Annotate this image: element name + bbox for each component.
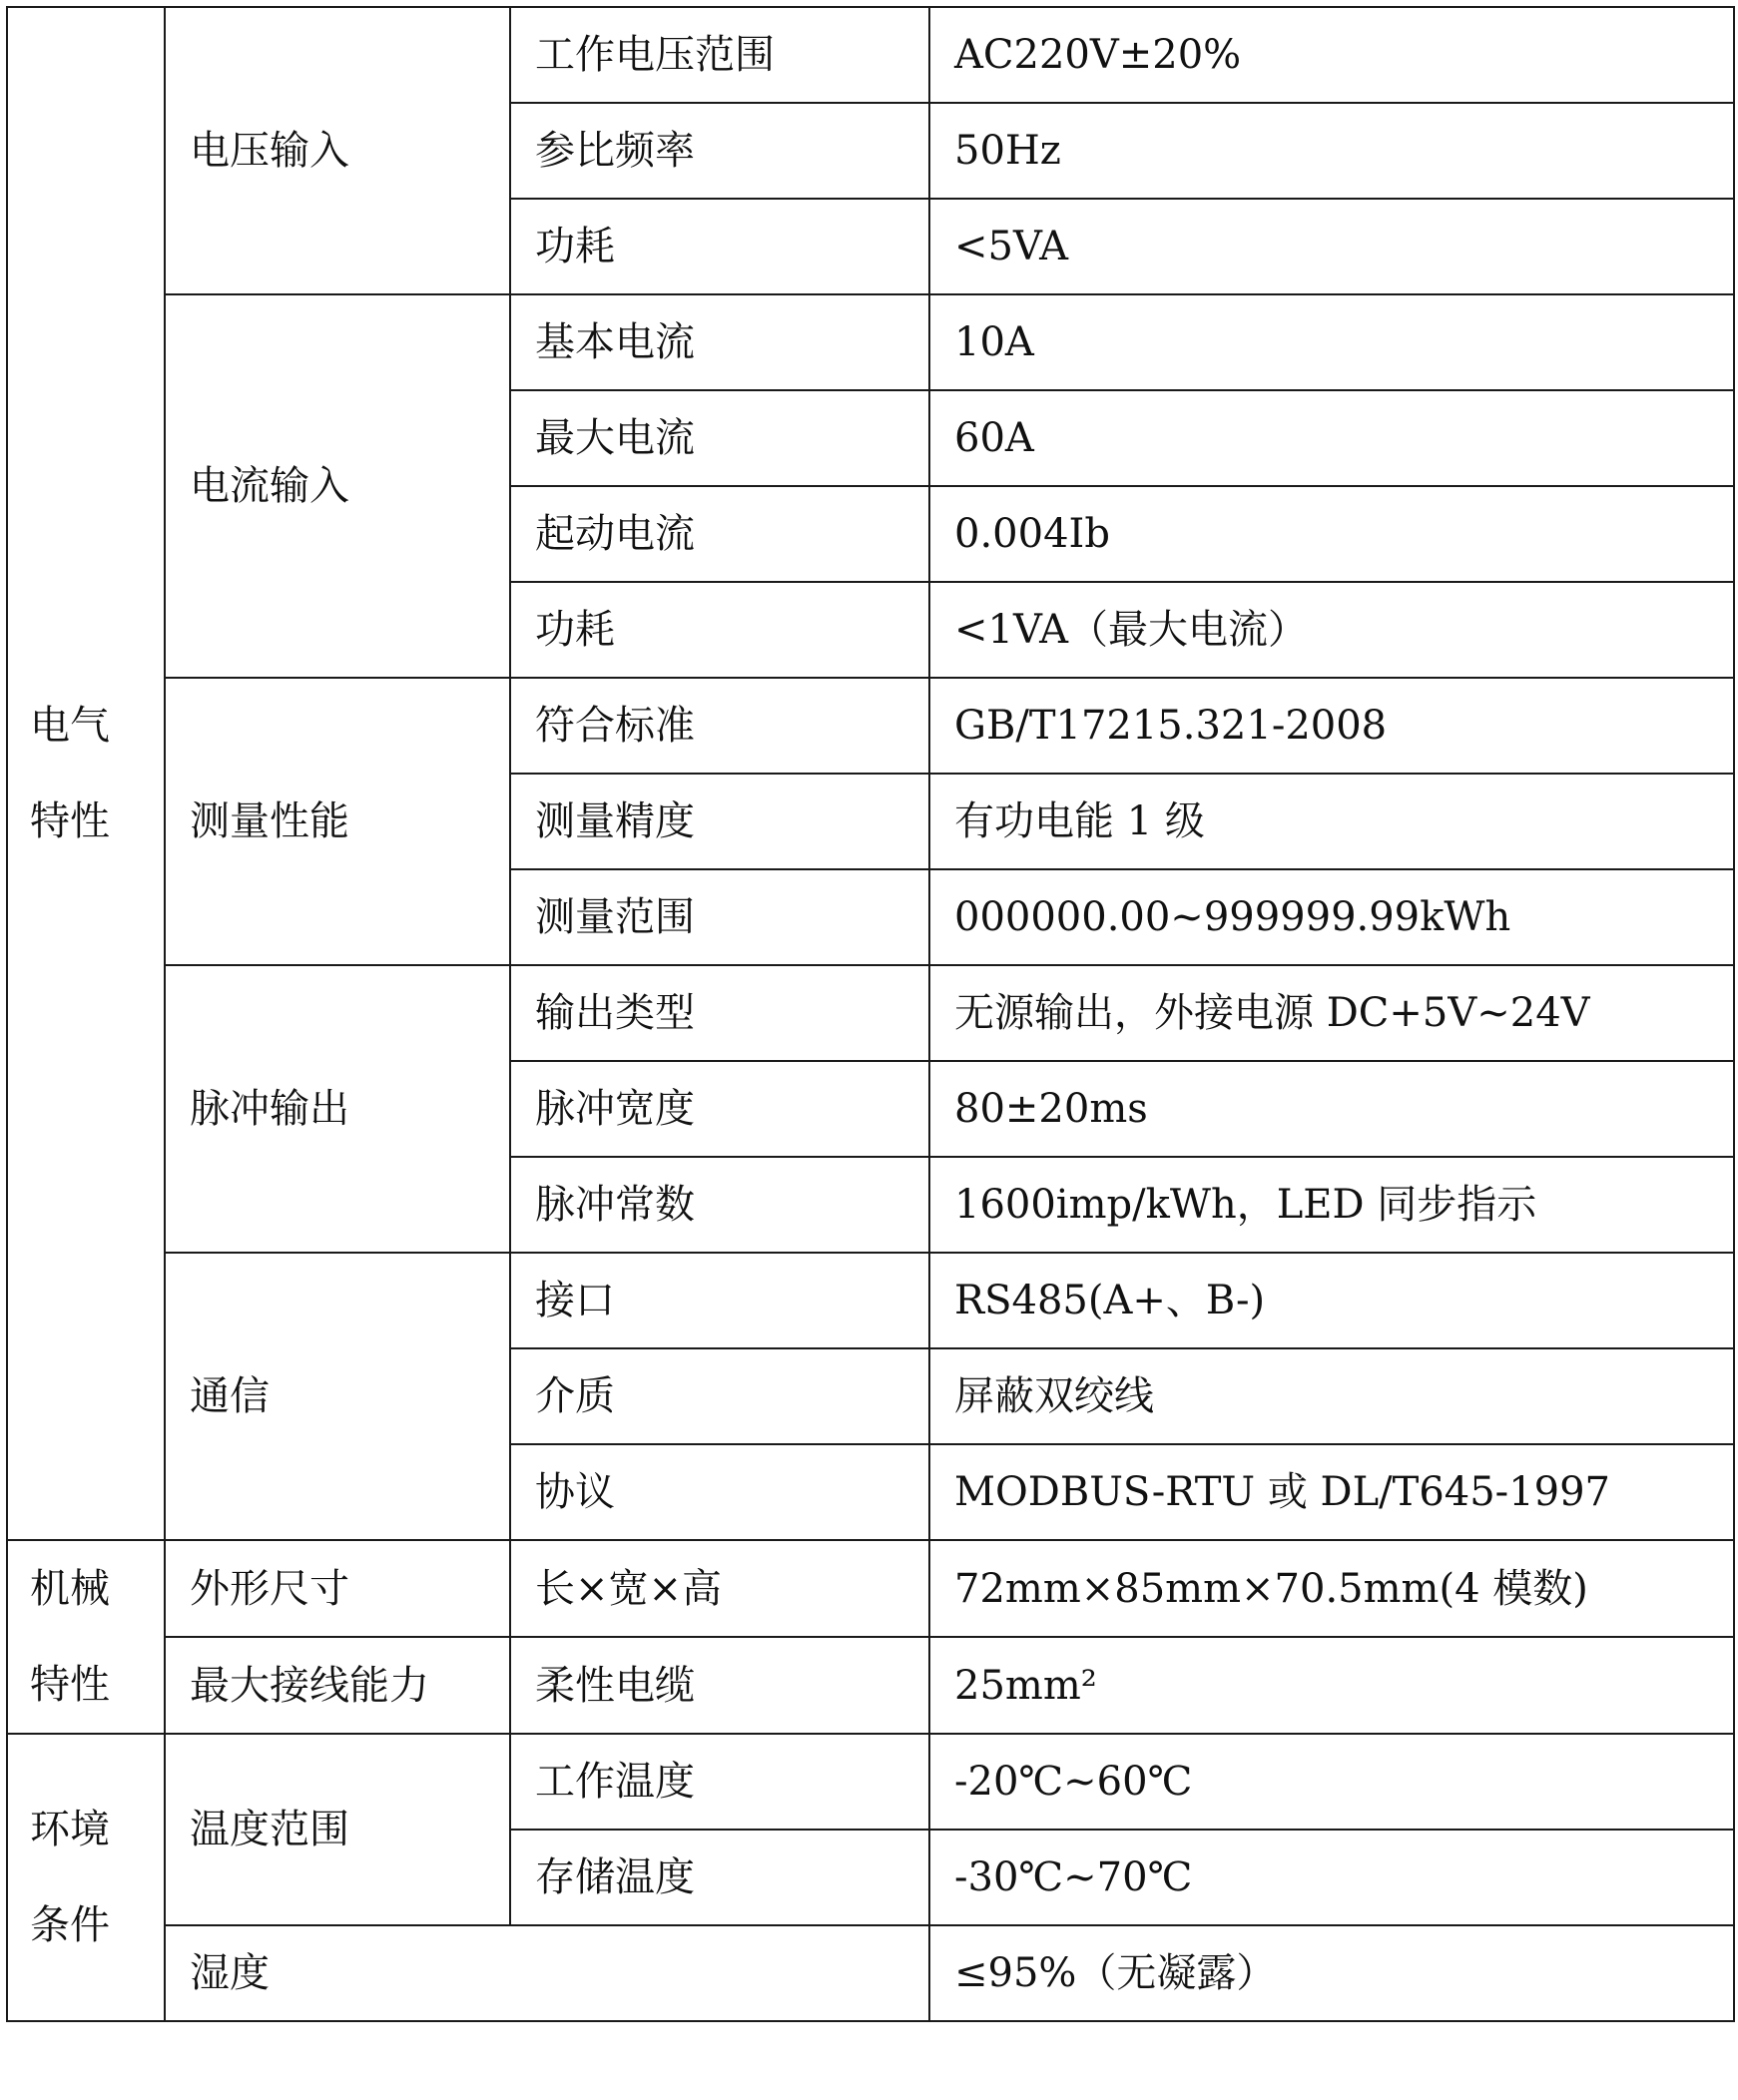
group-cell: 最大接线能力 [165,1637,510,1734]
item-cell: 起动电流 [510,486,929,582]
value-cell: 1600imp/kWh，LED 同步指示 [929,1157,1734,1253]
group-cell [165,1734,510,1925]
item-cell: 脉冲常数 [510,1157,929,1253]
category-label: 电气特性 [30,703,110,844]
category-label: 环境条件 [30,1807,110,1948]
category-cell [7,1734,165,2021]
group-label: 电流输入 [190,463,349,509]
item-cell: 工作温度 [510,1734,929,1830]
value-cell: 72mm×85mm×70.5mm(4 模数) [929,1540,1734,1637]
value-cell: <1VA（最大电流） [929,582,1734,678]
table-row [7,1253,1734,1348]
value-cell: -20℃~60℃ [929,1734,1734,1830]
value-cell: MODBUS-RTU 或 DL/T645-1997 [929,1444,1734,1540]
group-cell [165,7,510,294]
group-label: 通信 [190,1373,270,1419]
item-cell: 符合标准 [510,678,929,774]
item-cell: 功耗 [510,199,929,294]
value-cell: 000000.00~999999.99kWh [929,869,1734,965]
value-cell: 25mm² [929,1637,1734,1734]
group-cell [165,1253,510,1540]
item-cell: 柔性电缆 [510,1637,929,1734]
value-cell: GB/T17215.321-2008 [929,678,1734,774]
table-row [7,7,1734,103]
group-label: 温度范围 [190,1807,349,1852]
value-cell: 无源输出，外接电源 DC+5V~24V [929,965,1734,1061]
value-cell: 10A [929,294,1734,390]
value-cell: ≤95%（无凝露） [929,1925,1734,2021]
table-row [7,965,1734,1061]
item-cell: 脉冲宽度 [510,1061,929,1157]
table-row [7,1734,1734,1830]
category-cell [7,1540,165,1734]
item-cell: 输出类型 [510,965,929,1061]
category-label: 机械特性 [30,1566,110,1708]
item-cell: 参比频率 [510,103,929,199]
value-cell: 80±20ms [929,1061,1734,1157]
item-cell: 工作电压范围 [510,7,929,103]
item-cell: 存储温度 [510,1830,929,1925]
item-cell: 长×宽×高 [510,1540,929,1637]
value-cell: RS485(A+、B-) [929,1253,1734,1348]
item-cell: 测量范围 [510,869,929,965]
item-cell: 基本电流 [510,294,929,390]
value-cell: 有功电能 1 级 [929,774,1734,869]
group-cell [165,294,510,678]
item-cell: 功耗 [510,582,929,678]
group-cell [165,678,510,965]
spec-table [6,6,1735,2022]
group-cell: 湿度 [165,1925,929,2021]
group-label: 脉冲输出 [190,1086,349,1132]
group-label: 测量性能 [190,798,349,844]
item-cell: 测量精度 [510,774,929,869]
value-cell: 屏蔽双绞线 [929,1348,1734,1444]
group-cell: 外形尺寸 [165,1540,510,1637]
value-cell: 50Hz [929,103,1734,199]
item-cell: 最大电流 [510,390,929,486]
value-cell: AC220V±20% [929,7,1734,103]
value-cell: 0.004Ib [929,486,1734,582]
group-label: 电压输入 [190,128,349,174]
category-cell [7,7,165,1540]
table-row [7,678,1734,774]
item-cell: 协议 [510,1444,929,1540]
value-cell: -30℃~70℃ [929,1830,1734,1925]
table-row [7,1925,1734,2021]
table-row [7,1540,1734,1637]
table-row [7,294,1734,390]
table-row [7,1637,1734,1734]
item-cell: 介质 [510,1348,929,1444]
value-cell: <5VA [929,199,1734,294]
value-cell: 60A [929,390,1734,486]
group-cell [165,965,510,1253]
item-cell: 接口 [510,1253,929,1348]
